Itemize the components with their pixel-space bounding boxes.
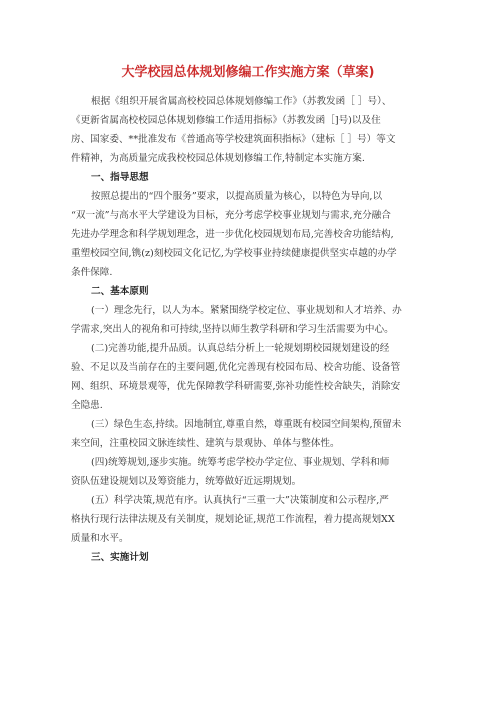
- principle2-line: 全隐患.: [71, 400, 103, 411]
- principle3-line: 来空间，注重校园文脉连续性、建筑与景观协、单体与整体性。: [71, 438, 340, 449]
- principle2-line: 验、不足以及当前存在的主要问题,优化完善现有校园布局、校舍功能、设备管: [71, 362, 401, 373]
- principle3-line: (三）绿色生态,持续。因地制宜,尊重自然，尊重既有校园空间架构,预留未: [91, 419, 402, 430]
- section-heading-guiding-ideology: 一、指导思想: [91, 172, 149, 183]
- section1-line: “双一流”与高水平大学建设为目标，充分考虑学校事业规划与需求,充分融合: [71, 210, 391, 221]
- section-heading-basic-principles: 二、基本原则: [91, 286, 149, 297]
- section1-line: 条件保障.: [71, 267, 113, 278]
- principle5-line: (五）科学决策,规范有序。认真执行“三重一大”决策制度和公示程序,严: [91, 495, 389, 506]
- intro-line: 《更新省属高校校园总体规划修编工作适用指标》（苏教发函［]号)以及住: [71, 115, 381, 126]
- principle5-line: 质量和水平。: [71, 533, 129, 544]
- principle4-line: 资队伍建设规划以及筹资能力，统筹做好近远期规划。: [71, 476, 302, 487]
- principle4-line: (四)统筹规划,逐步实施。统筹考虑学校办学定位、事业规划、学科和师: [91, 457, 390, 468]
- section1-line: 重塑校园空间,镌(z)刻校园文化记忆,为学校事业持续健康提供坚实卓越的办学: [71, 248, 397, 259]
- section1-line: 先进办学理念和科学规划理念，进一步优化校园规划布局,完善校舍功能结构,: [71, 229, 394, 240]
- intro-line: 房、国家委、**批准发布《普通高等学校建筑面积指标》（建标［ ］号）等文: [71, 134, 396, 145]
- intro-line: 件精神，为高质量完成我校校园总体规划修编工作,特制定本实施方案.: [71, 153, 365, 164]
- section1-line: 按照总提出的“四个服务”要求，以提高质量为核心，以特色为导向,以: [91, 191, 383, 202]
- principle1-line: 学需求,突出人的视角和可持续,坚持以师生教学科研和学习生活需要为中心。: [71, 324, 394, 335]
- section-heading-implementation-plan: 三、实施计划: [91, 552, 149, 563]
- document-title: 大学校园总体规划修编工作实施方案（草案): [121, 65, 375, 80]
- intro-line: 根据《组织开展省属高校校园总体规划修编工作》（苏教发函［ ］号）、: [91, 96, 392, 107]
- principle5-line: 格执行现行法律法规及有关制度，规划论证,规范工作流程，着力提高规划XX: [71, 514, 395, 525]
- principle1-line: (一）理念先行，以人为本。紧紧围绕学校定位、事业规划和人才培养、办: [91, 305, 402, 316]
- principle2-line: (二)完善功能,提升品质。认真总结分析上一轮规划期校园规划建设的经: [91, 343, 390, 354]
- principle2-line: 网、组织、环境景观等，优先保障教学科研需要,弥补功能性校舍缺失，消除安: [71, 381, 401, 392]
